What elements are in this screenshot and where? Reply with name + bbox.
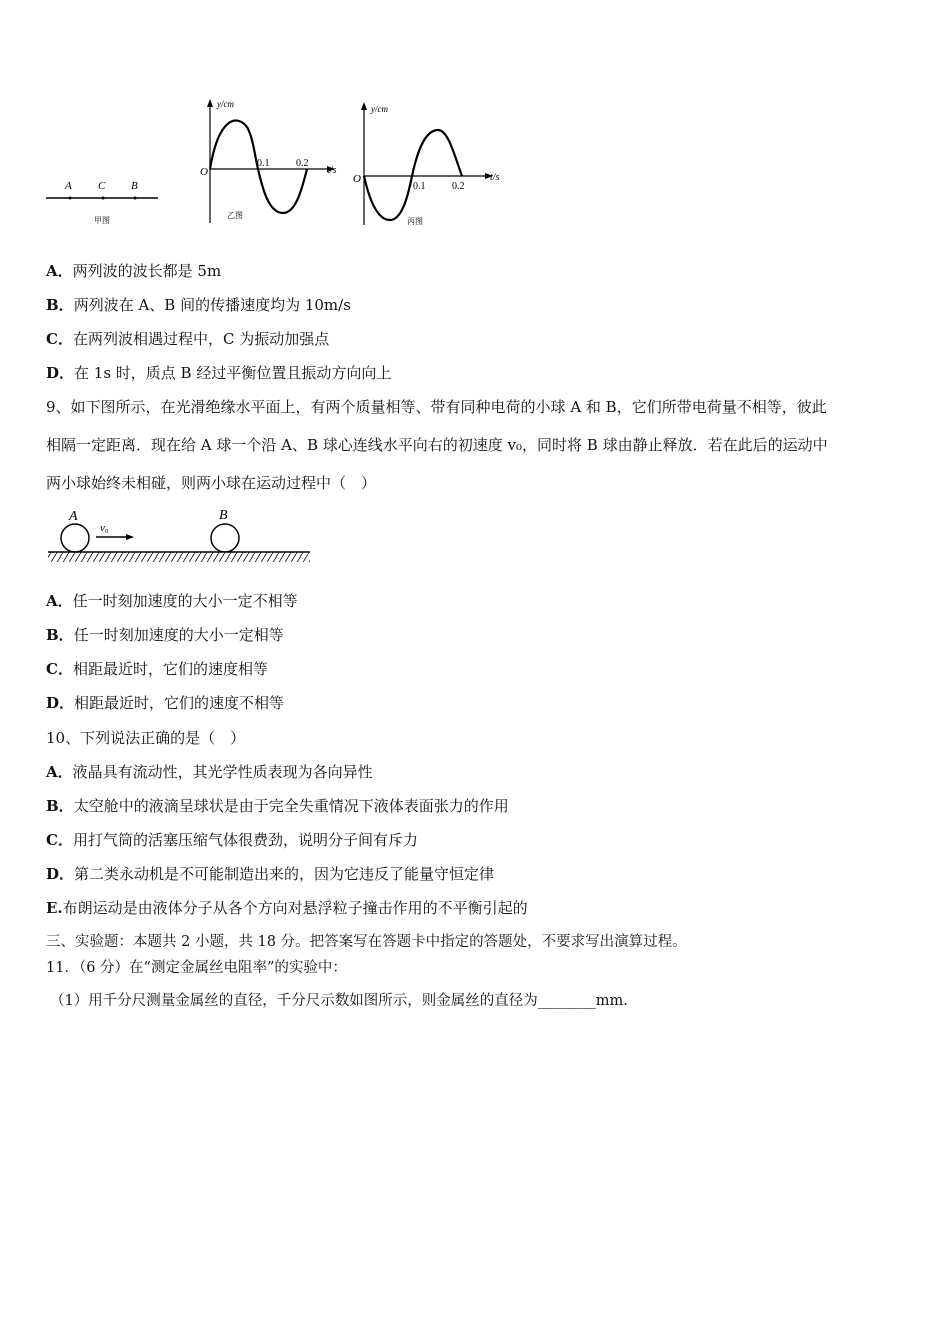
figure-jia-caption: 甲图 [94,216,110,225]
figure-yi [195,95,355,230]
bing-xlabel: t/s [490,172,500,183]
ball-b-label: B [219,508,228,523]
point-a-label: A [65,180,72,192]
q8-option-b: B．两列波在 A、B 间的传播速度均为 10m/s [46,296,351,314]
q9-option-d: D．相距最近时，它们的速度不相等 [46,694,285,712]
q9-stem-line-1: 9、如下图所示，在光滑绝缘水平面上，有两个质量相等、带有同种电荷的小球 A 和 B，它们所带电荷量不相等，彼此 [46,398,827,416]
q10-option-e: E.布朗运动是由液体分子从各个方向对悬浮粒子撞击作用的不平衡引起的 [46,899,528,917]
yi-tick-2: 0.2 [296,158,309,169]
q9-option-c: C．相距最近时，它们的速度相等 [46,660,268,678]
point-c-label: C [98,180,106,192]
q10-option-a: A．液晶具有流动性，其光学性质表现为各向异性 [46,763,373,781]
ball-a-label: A [69,509,78,524]
v0-label: v₀ [100,522,109,534]
yi-ylabel: y/cm [217,99,234,109]
q10-option-b: B．太空舱中的液滴呈球状是由于完全失重情况下液体表面张力的作用 [46,797,509,815]
section-3-heading: 三、实验题：本题共 2 小题，共 18 分。把答案写在答题卡中指定的答题处，不要求写出演算过程。 [46,934,687,950]
q10-option-c: C．用打气筒的活塞压缩气体很费劲，说明分子间有斥力 [46,831,418,849]
q9-stem-line-3: 两小球始终未相碰，则两小球在运动过程中（ ） [46,474,377,492]
q11-part-1: （1）用千分尺测量金属丝的直径，千分尺示数如图所示，则金属丝的直径为________mm. [50,993,628,1009]
point-b-label: B [131,180,138,192]
q10-option-d: D．第二类永动机是不可能制造出来的，因为它违反了能量守恒定律 [46,865,495,883]
q8-option-a: A．两列波的波长都是 5m [46,262,222,280]
figure-bing-caption: 丙图 [407,217,423,226]
figure-bing [352,100,517,230]
bing-tick-2: 0.2 [452,181,465,192]
yi-origin: O [200,166,208,178]
q9-option-a: A．任一时刻加速度的大小一定不相等 [46,592,298,610]
q8-option-d: D．在 1s 时，质点 B 经过平衡位置且振动方向向上 [46,364,392,382]
figure-balls [44,504,314,572]
answer-blank[interactable]: ________ [537,993,596,1009]
figure-yi-caption: 乙图 [227,211,243,220]
bing-origin: O [353,173,361,185]
bing-ylabel: y/cm [371,104,388,114]
q9-option-b: B．任一时刻加速度的大小一定相等 [46,626,284,644]
bing-tick-1: 0.1 [413,181,426,192]
q11-stem: 11．（6 分）在“测定金属丝电阻率”的实验中： [46,960,347,976]
q8-option-c: C．在两列波相遇过程中，C 为振动加强点 [46,330,330,348]
yi-xlabel: t/s [327,165,337,176]
q10-stem: 10、下列说法正确的是（ ） [46,729,246,747]
figure-jia [40,170,165,230]
q9-stem-line-2: 相隔一定距离．现在给 A 球一个沿 A、B 球心连线水平向右的初速度 v₀，同时将 B 球由静止释放．若在此后的运动中 [46,436,828,454]
yi-tick-1: 0.1 [257,158,270,169]
